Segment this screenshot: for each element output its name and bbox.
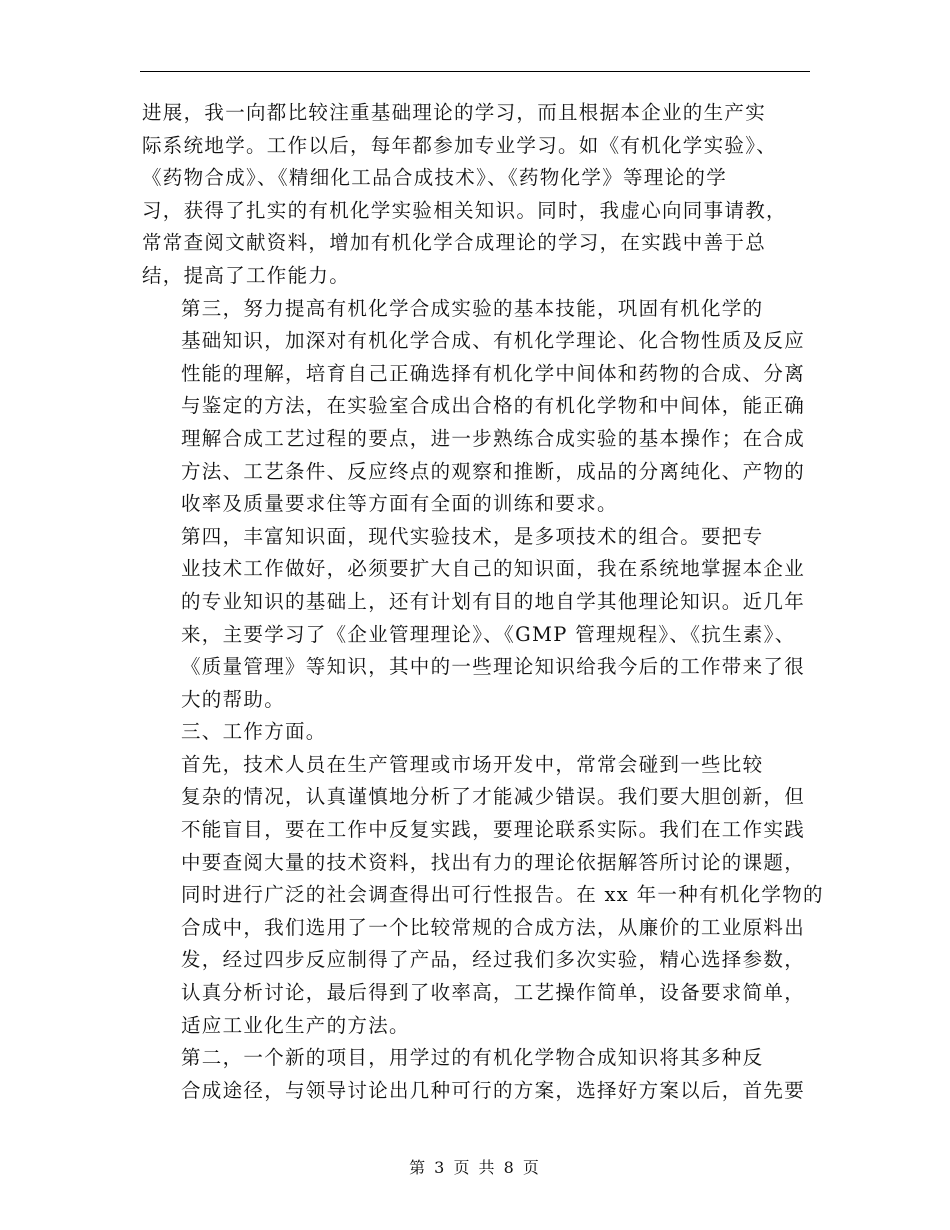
text-line: 三、工作方面。 (181, 720, 327, 744)
text-line: 来，主要学习了《企业管理理论》、《GMP 管理规程》、《抗生素》、 (181, 622, 796, 646)
text-line: 收率及质量要求住等方面有全面的训练和要求。 (181, 492, 618, 516)
text-line: 《药物合成》、《精细化工品合成技术》、《药物化学》等理论的学 (142, 166, 728, 190)
text-line: 合成途径，与领导讨论出几种可行的方案，选择好方案以后，首先要 (181, 1078, 806, 1102)
text-line: 首先，技术人员在生产管理或市场开发中，常常会碰到一些比较 (181, 752, 764, 776)
text-line: 《质量管理》等知识，其中的一些理论知识给我今后的工作带来了很 (181, 655, 806, 679)
text-line: 常常查阅文献资料，增加有机化学合成理论的学习，在实践中善于总 (142, 231, 767, 255)
text-line: 中要查阅大量的技术资料，找出有力的理论依据解答所讨论的课题， (181, 850, 806, 874)
text-line: 方法、工艺条件、反应终点的观察和推断，成品的分离纯化、产物的 (181, 459, 806, 483)
header-rule (140, 71, 810, 72)
text-line: 性能的理解，培育自己正确选择有机化学中间体和药物的合成、分离 (181, 361, 806, 385)
text-line: 第二，一个新的项目，用学过的有机化学物合成知识将其多种反 (181, 1046, 764, 1070)
text-line: 际系统地学。工作以后，每年都参加专业学习。如《有机化学实验》、 (142, 133, 778, 157)
paragraph (142, 716, 812, 749)
paragraph (142, 521, 812, 717)
text-line: 业技术工作做好，必须要扩大自己的知识面，我在系统地掌握本企业 (181, 557, 806, 581)
document-body (142, 97, 824, 1107)
text-line: 合成中，我们选用了一个比较常规的合成方法，从廉价的工业原料出 (181, 915, 806, 939)
text-line: 复杂的情况，认真谨慎地分析了才能减少错误。我们要大胆创新，但 (181, 785, 806, 809)
text-line: 同时进行广泛的社会调查得出可行性报告。在 xx 年一种有机化学物的 (181, 883, 824, 907)
paragraph (142, 97, 812, 293)
text-line: 大的帮助。 (181, 687, 286, 711)
paragraph (142, 293, 812, 521)
text-line: 发，经过四步反应制得了产品，经过我们多次实验，精心选择参数， (181, 948, 806, 972)
text-line: 理解合成工艺过程的要点，进一步熟练合成实验的基本操作；在合成 (181, 426, 806, 450)
text-line: 不能盲目，要在工作中反复实践，要理论联系实际。我们在工作实践 (181, 818, 806, 842)
text-line: 第四，丰富知识面，现代实验技术，是多项技术的组合。要把专 (181, 524, 764, 548)
text-line: 结，提高了工作能力。 (142, 263, 351, 287)
paragraph (142, 1042, 812, 1107)
text-line: 与鉴定的方法，在实验室合成出合格的有机化学物和中间体，能正确 (181, 394, 806, 418)
text-line: 基础知识，加深对有机化学合成、有机化学理论、化合物性质及反应 (181, 329, 806, 353)
paragraph (142, 749, 824, 1042)
text-line: 的专业知识的基础上，还有计划有目的地自学其他理论知识。近几年 (181, 589, 806, 613)
text-line: 适应工业化生产的方法。 (181, 1013, 410, 1037)
text-line: 习，获得了扎实的有机化学实验相关知识。同时，我虚心向同事请教， (142, 198, 787, 222)
text-line: 进展，我一向都比较注重基础理论的学习，而且根据本企业的生产实 (142, 101, 767, 124)
text-line: 认真分析讨论，最后得到了收率高，工艺操作简单，设备要求简单， (181, 981, 806, 1005)
text-line: 第三，努力提高有机化学合成实验的基本技能，巩固有机化学的 (181, 296, 764, 320)
page-number: 第 3 页 共 8 页 (409, 1158, 541, 1177)
